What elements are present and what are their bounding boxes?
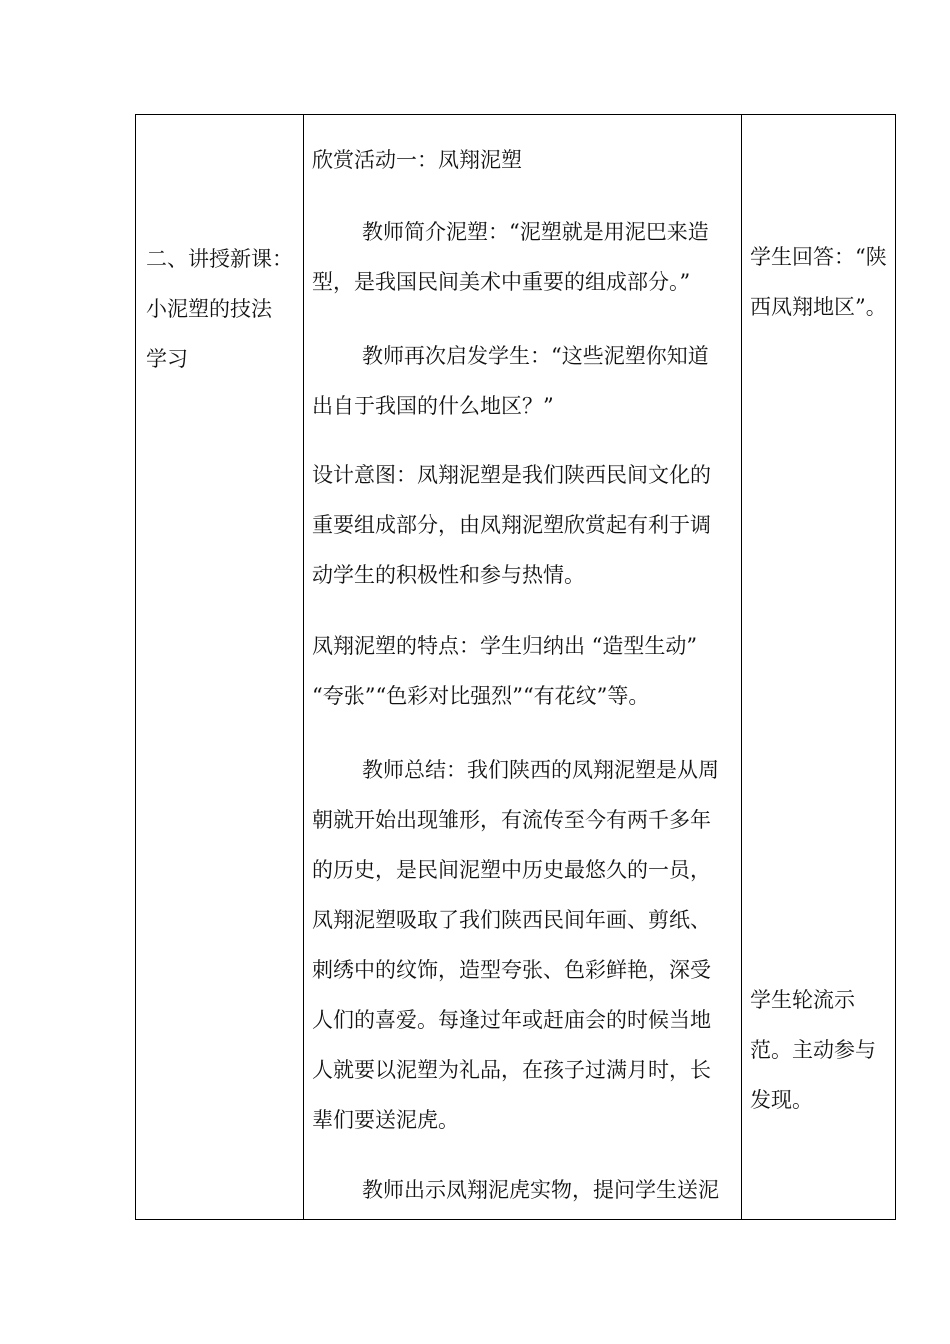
paragraph-line: 教师出示凤翔泥虎实物，提问学生送泥 xyxy=(362,1178,719,1202)
section-title-line: 小泥塑的技法 xyxy=(146,297,272,321)
paragraph-line: 重要组成部分，由凤翔泥塑欣赏起有利于调 xyxy=(312,513,711,537)
paragraph-line: 刺绣中的纹饰，造型夸张、色彩鲜艳，深受 xyxy=(312,958,711,982)
paragraph-design-intent xyxy=(312,450,711,600)
section-column xyxy=(136,115,304,1219)
paragraph-summary xyxy=(312,745,719,1145)
activity-heading: 欣赏活动一：凤翔泥塑 xyxy=(312,148,522,172)
section-title-line: 学习 xyxy=(146,347,188,371)
student-answer xyxy=(750,232,887,332)
student-activity xyxy=(750,975,876,1125)
paragraph-features xyxy=(312,621,697,721)
paragraph-line: 设计意图：凤翔泥塑是我们陕西民间文化的 xyxy=(312,463,711,487)
student-activity-column xyxy=(742,115,897,1219)
paragraph-line: 教师简介泥塑：“泥塑就是用泥巴来造 xyxy=(362,220,709,244)
student-activity-line: 范。主动参与 xyxy=(750,1038,876,1062)
paragraph-line: 的历史，是民间泥塑中历史最悠久的一员， xyxy=(312,858,711,882)
teacher-activity-column xyxy=(304,115,742,1219)
paragraph-line: 凤翔泥塑吸取了我们陕西民间年画、剪纸、 xyxy=(312,908,711,932)
section-title-line: 二、讲授新课： xyxy=(146,247,293,271)
student-answer-line: 学生回答：“陕 xyxy=(750,245,887,269)
paragraph-line: 教师再次启发学生：“这些泥塑你知道 xyxy=(362,344,709,368)
student-activity-line: 发现。 xyxy=(750,1088,813,1112)
paragraph-line: 出自于我国的什么地区？” xyxy=(312,394,554,418)
paragraph-line: 人们的喜爱。每逢过年或赶庙会的时候当地 xyxy=(312,1008,711,1032)
lesson-plan-table xyxy=(135,114,896,1220)
paragraph-line: “夸张”“色彩对比强烈”“有花纹”等。 xyxy=(312,684,650,708)
paragraph-line: 辈们要送泥虎。 xyxy=(312,1108,459,1132)
paragraph-line: 动学生的积极性和参与热情。 xyxy=(312,563,585,587)
paragraph-question xyxy=(312,331,709,431)
paragraph-intro xyxy=(312,207,709,307)
student-activity-line: 学生轮流示 xyxy=(750,988,855,1012)
paragraph-line: 凤翔泥塑的特点：学生归纳出 “造型生动” xyxy=(312,634,698,658)
paragraph-line: 型，是我国民间美术中重要的组成部分。” xyxy=(312,270,691,294)
student-answer-line: 西凤翔地区”。 xyxy=(750,295,887,319)
paragraph-demo xyxy=(312,1165,719,1215)
section-title xyxy=(146,234,293,384)
paragraph-line: 教师总结：我们陕西的凤翔泥塑是从周 xyxy=(362,758,719,782)
paragraph-line: 人就要以泥塑为礼品，在孩子过满月时，长 xyxy=(312,1058,711,1082)
paragraph-line: 朝就开始出现雏形，有流传至今有两千多年 xyxy=(312,808,711,832)
